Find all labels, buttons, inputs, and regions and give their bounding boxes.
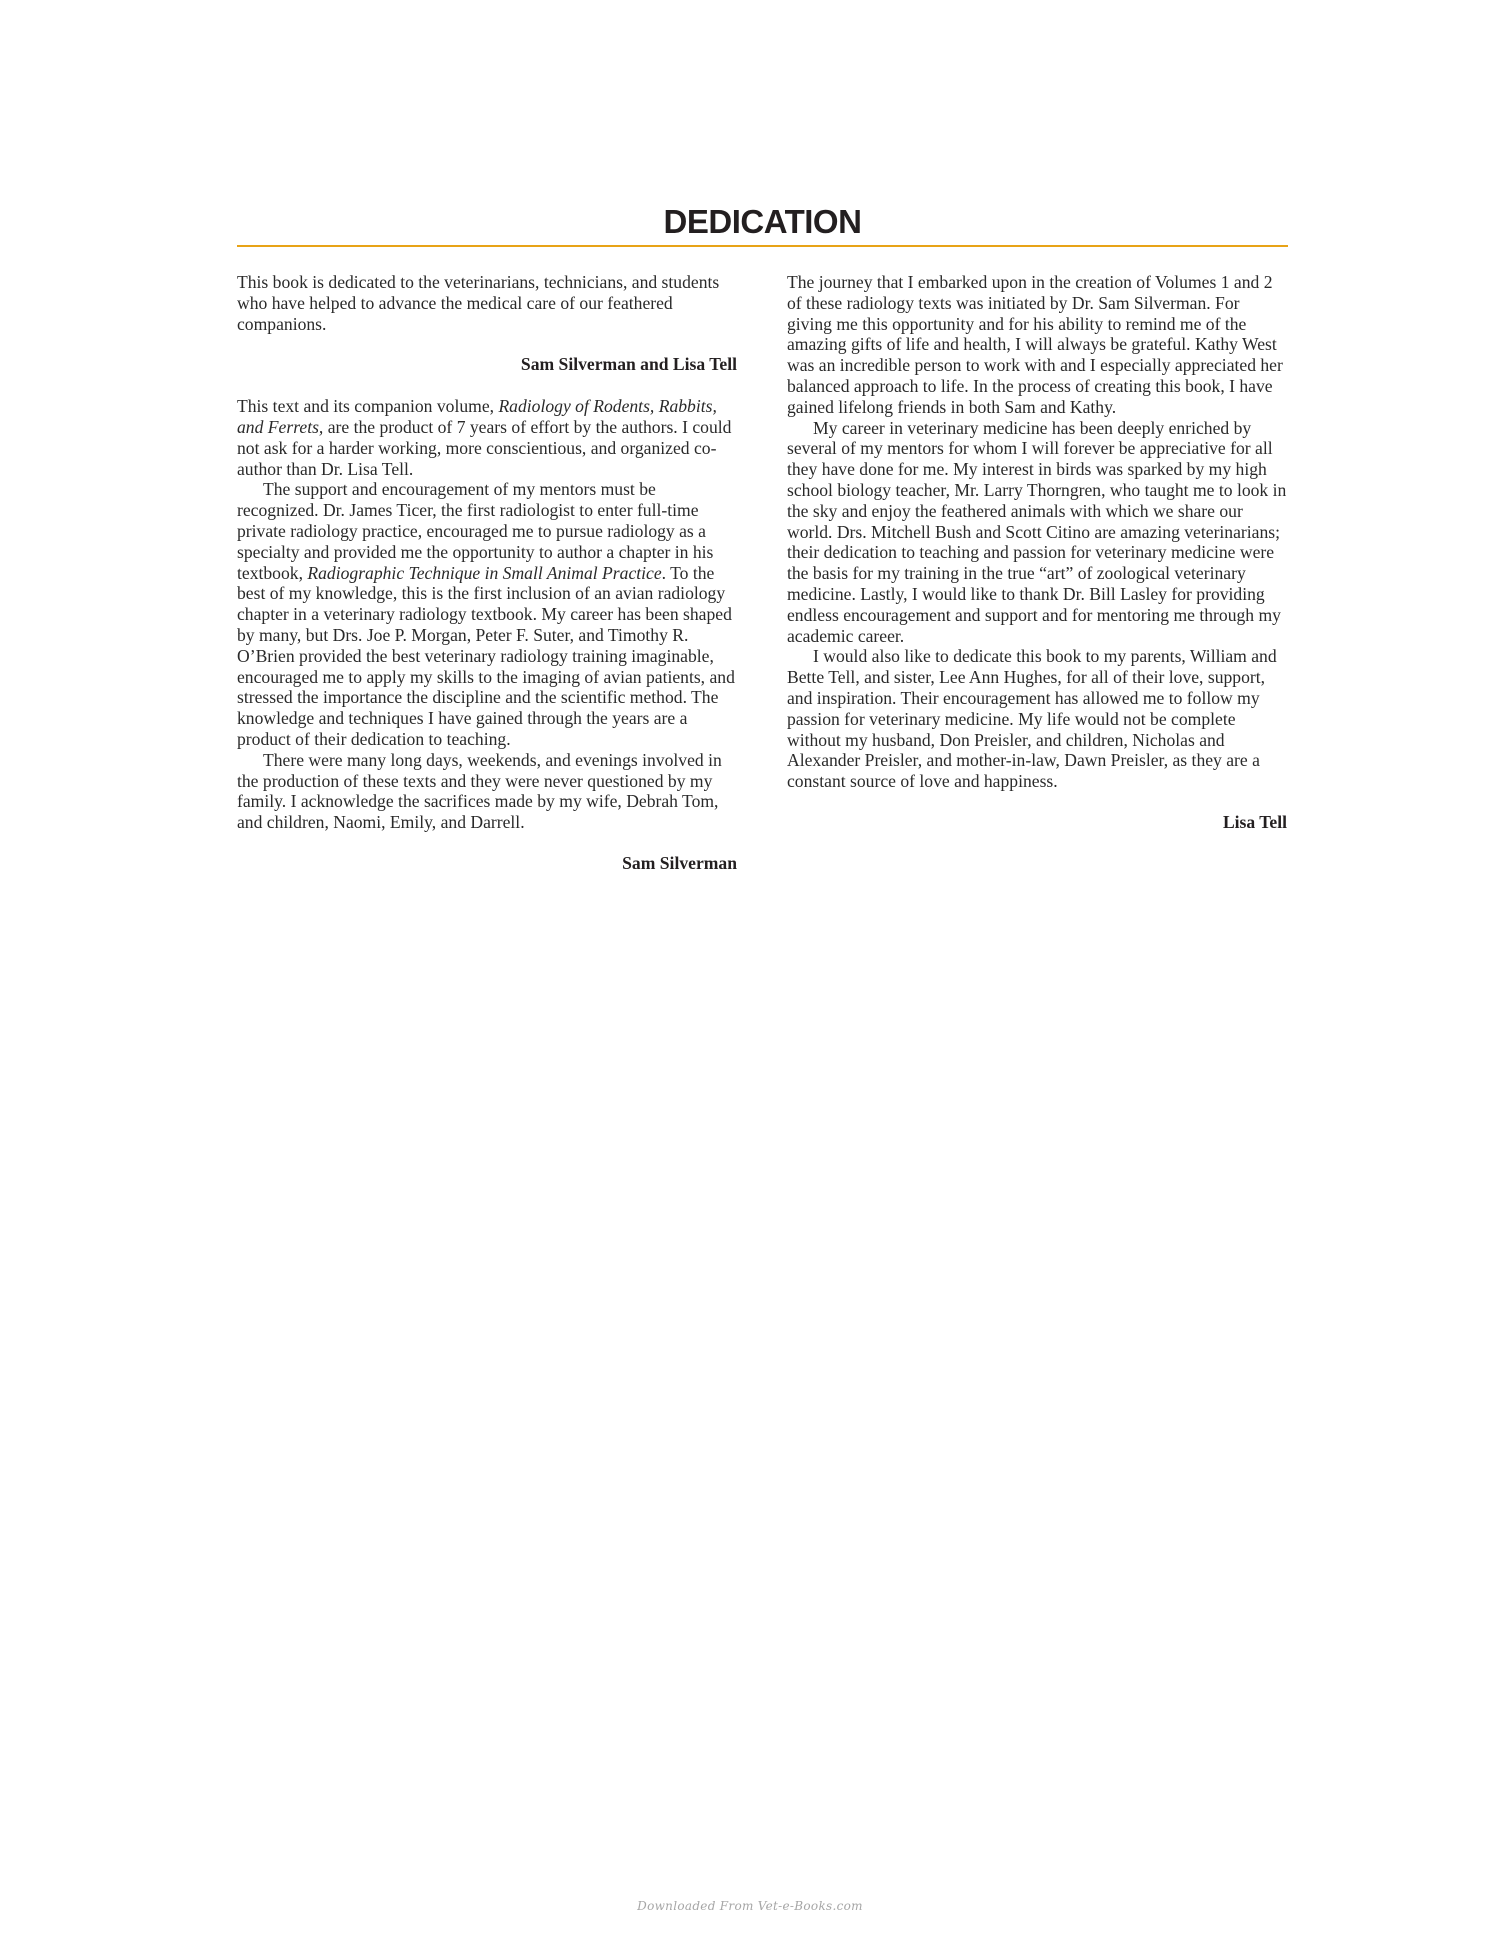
right-paragraph-3: I would also like to dedicate this book to my parents, William and Bette Tell, and sister, Lee Ann Hughes, for all of their love, support, and inspiration. Their encouragement has allowed me to follow my passion for veterinary medicine. My life would not be complete without my husband, Don Preisler, and children, Nicholas and Alexander Preisler, and mother-in-law, Dawn Preisler, as they are a constant source of love and happiness. [787, 646, 1277, 792]
left-p2-text-a: The support and encouragement of my mentors must be recognized. Dr. James Ticer, the first radiologist to enter full-time private radiology practice, encouraged me to pursue radiology as a specialty and provided me the opportunity to author a chapter in his textbook, [237, 479, 714, 583]
title-underline [237, 245, 1288, 247]
dedication-paragraph: This book is dedicated to the veterinarians, technicians, and students who have helped to advance the medical care of our feathered companions. [237, 272, 720, 334]
left-p2-text-b: . To the best of my knowledge, this is the first inclusion of an avian radiology chapter in a veterinary radiology textbook. My career has been shaped by many, but Drs. Joe P. Morgan, Peter F. Suter, and Timothy R. O’Brien provided the best veterinary radiology training imaginable, encouraged me to apply my skills to the imaging of avian patients, and stressed the importance the discipline and the scientific method. The knowledge and techniques I have gained through the years are a product of their dedication to teaching. [237, 562, 735, 749]
right-signature: Lisa Tell [1222, 811, 1287, 832]
left-p1-text-b: are the product of 7 years of effort by the authors. I could not ask for a harder working, more conscientious, and organized co-author than Dr. Lisa Tell. [237, 416, 732, 479]
companion-volume-title: Radiology of Rodents, Rabbits, and Ferrets, [237, 396, 717, 437]
left-paragraph-3: There were many long days, weekends, and evenings involved in the production of these texts and they were never questioned by my family. I acknowledge the sacrifices made by my wife, Debrah Tom, and children, Naomi, Emily, and Darrell. [237, 749, 722, 833]
page-title: DEDICATION [663, 203, 862, 240]
left-p1-text-a: This text and its companion volume, [237, 396, 499, 417]
dedication-signature: Sam Silverman and Lisa Tell [520, 354, 737, 375]
right-paragraph-1: The journey that I embarked upon in the creation of Volumes 1 and 2 of these radiology texts was initiated by Dr. Sam Silverman. For giving me this opportunity and for his ability to remind me of the amazing gifts of life and health, I will always be grateful. Kathy West was an incredible person to work with and I especially appreciated her balanced approach to life. In the process of creating this book, I have gained lifelong friends in both Sam and Kathy. [787, 272, 1283, 417]
left-paragraph-1 [237, 396, 737, 479]
left-paragraph-2 [237, 479, 737, 749]
left-column [237, 272, 737, 895]
right-paragraph-2: My career in veterinary medicine has been deeply enriched by several of my mentors for whom I will forever be appreciative for all they have done for me. My interest in birds was sparked by my high school biology teacher, Mr. Larry Thorngren, who taught me to look in the sky and enjoy the feathered animals with which we share our world. Drs. Mitchell Bush and Scott Citino are amazing veterinarians; their dedication to teaching and passion for veterinary medicine were the basis for my training in the true “art” of zoological veterinary medicine. Lastly, I would like to thank Dr. Bill Lasley for providing endless encouragement and support and for mentoring me through my academic career. [787, 417, 1287, 646]
footer-watermark: Downloaded From Vet-e-Books.com [637, 1899, 863, 1913]
left-signature: Sam Silverman [622, 852, 737, 873]
right-column [787, 272, 1287, 854]
textbook-title: Radiographic Technique in Small Animal Practice [307, 562, 662, 583]
